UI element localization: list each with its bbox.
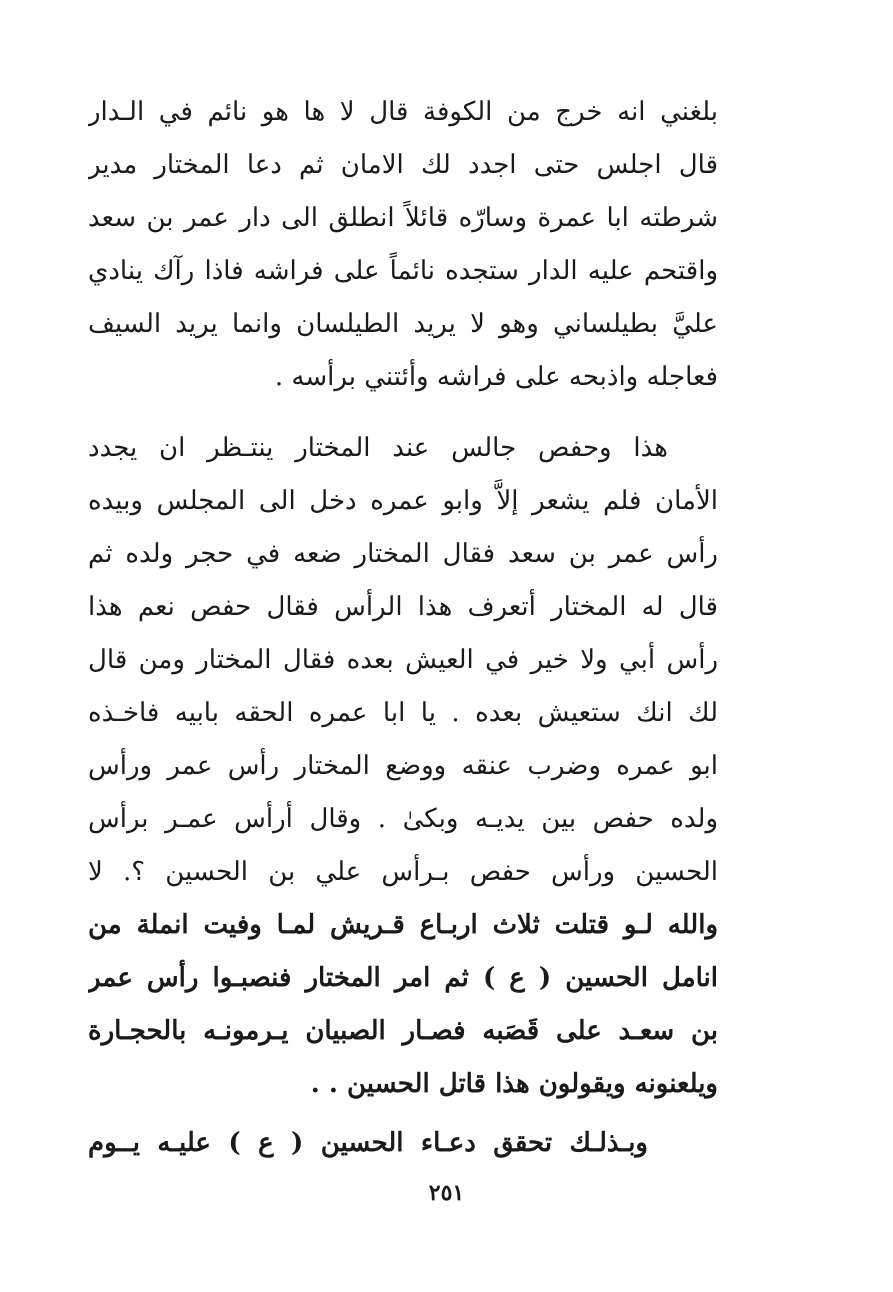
text-line: والله لـو قتلت ثلاث اربـاع قـريش لمـا وفيت انملة من	[88, 910, 718, 940]
text-line: الحسين ورأس حفص بـرأس علي بن الحسين ؟. لا	[88, 857, 718, 887]
text-line: الأمان فلم يشعر إلاَّ وابو عمره دخل الى المجلس وبيده	[88, 486, 718, 516]
text-line: انامل الحسين ( ع ) ثم امر المختار فنصبـوا رأس عمر	[88, 963, 718, 993]
text-line: وبـذلـك تحقق دعـاء الحسين ( ع ) عليـه يــوم	[88, 1128, 648, 1158]
text-line: لك انك ستعيش بعده . يا ابا عمره الحقه بابيه فاخـذه	[88, 698, 718, 728]
text-line: شرطته ابا عمرة وسارّه قائلاً انطلق الى دار عمر بن سعد	[88, 203, 718, 233]
text-line: بن سعـد على قَصَبه فصـار الصبيان يـرمونـه بالحجـارة	[88, 1016, 718, 1046]
text-line: ابو عمره وضرب عنقه ووضع المختار رأس عمر ورأس	[88, 751, 718, 781]
text-line: هذا وحفص جالس عند المختار ينتـظر ان يجدد	[88, 433, 668, 463]
text-line: رأس أبي ولا خير في العيش بعده فقال المختار ومن قال	[88, 645, 718, 675]
paragraph-2	[88, 422, 718, 1111]
page-body	[88, 86, 718, 1170]
text-line: بلغني انه خرج من الكوفة قال لا ها هو نائم في الـدار	[88, 97, 718, 127]
paragraph-3	[88, 1117, 718, 1170]
text-line: فعاجله واذبحه على فراشه وأئتني برأسه .	[274, 362, 718, 392]
paragraph-gap	[88, 404, 718, 422]
page-number: ٢٥١	[428, 1180, 465, 1206]
text-line: واقتحم عليه الدار ستجده نائماً على فراشه فاذا رآك ينادي	[88, 256, 718, 286]
text-line: عليَّ بطيلساني وهو لا يريد الطيلسان وانما يريد السيف	[88, 309, 718, 339]
text-line: ولده حفص بين يديـه وبكىٰ . وقال أرأس عمـر برأس	[88, 804, 718, 834]
text-line: ويلعنونه ويقولون هذا قاتل الحسين . .	[310, 1069, 718, 1099]
text-line: قال اجلس حتى اجدد لك الامان ثم دعا المختار مدير	[88, 150, 718, 180]
text-line: قال له المختار أتعرف هذا الرأس فقال حفص نعم هذا	[88, 592, 718, 622]
text-line: رأس عمر بن سعد فقال المختار ضعه في حجر ولده ثم	[88, 539, 718, 569]
paragraph-1	[88, 86, 718, 404]
